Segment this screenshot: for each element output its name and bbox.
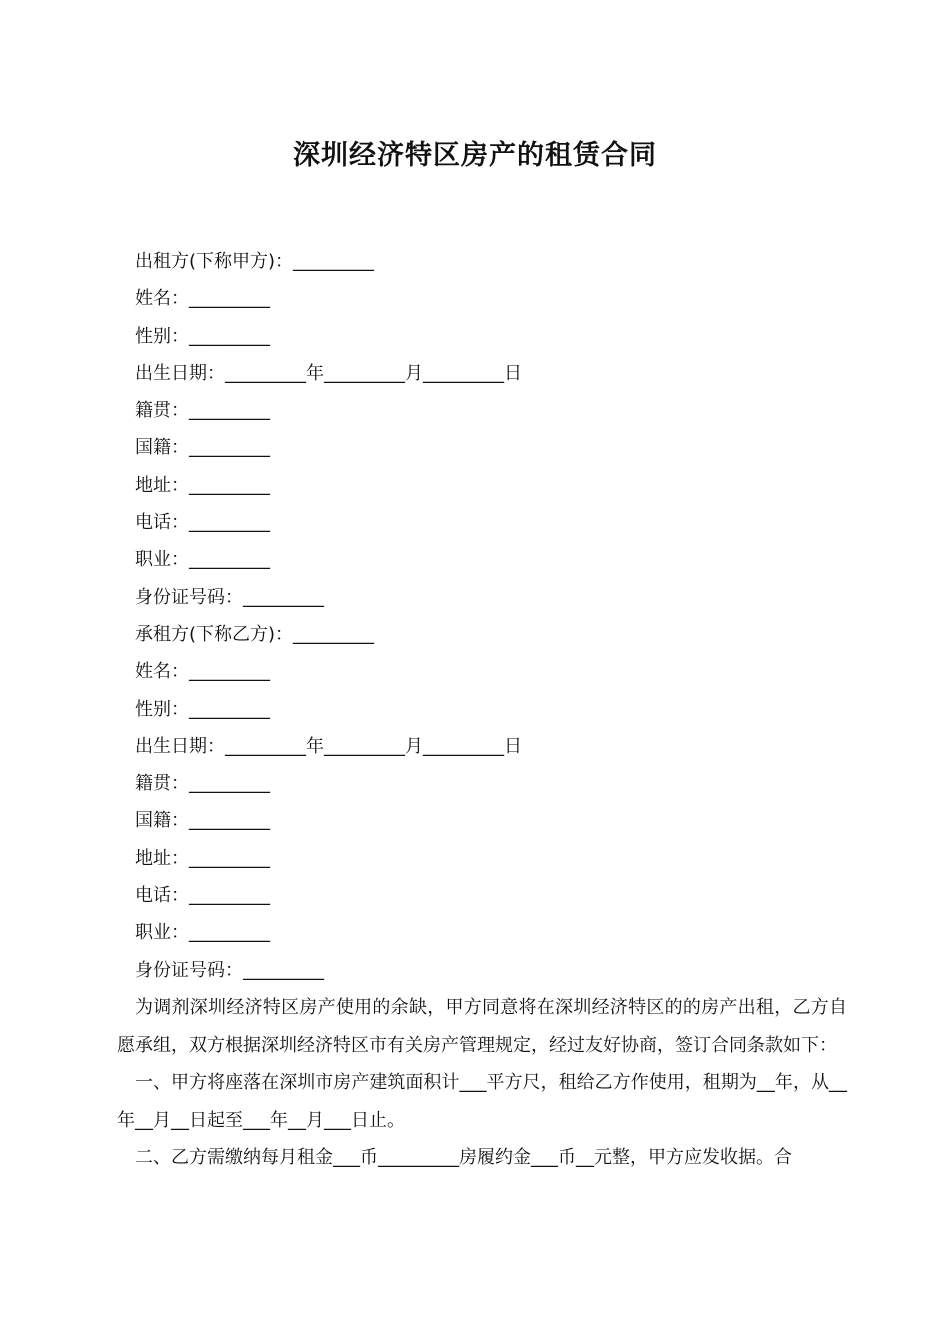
lessor-id-number-field: 身份证号码：_________ — [135, 586, 324, 608]
lessee-name-field: 姓名：_________ — [135, 661, 270, 683]
lessee-occupation-field: 职业：_________ — [135, 922, 270, 944]
lessee-birthdate-field: 出生日期：_________年_________月_________日 — [135, 735, 522, 757]
clause-one-paragraph: 一、甲方将座落在深圳市房产建筑面积计___平方尺，租给乙方作使用，租期为__年，从__年__月__日起至___年__月___日止。 — [117, 1072, 847, 1131]
lessee-native-place-field: 籍贯：_________ — [135, 773, 270, 795]
clause-two-paragraph: 二、乙方需缴纳每月租金___币_________房履约金___币__元整，甲方应发收据。合 — [135, 1147, 792, 1169]
lessee-gender-field: 性别：_________ — [135, 698, 270, 720]
lessor-birthdate-field: 出生日期：_________年_________月_________日 — [135, 362, 522, 384]
lessor-occupation-field: 职业：_________ — [135, 549, 270, 571]
lessee-phone-field: 电话：_________ — [135, 885, 270, 907]
lessee-address-field: 地址：_________ — [135, 847, 270, 869]
lessor-native-place-field: 籍贯：_________ — [135, 400, 270, 422]
lessee-id-number-field: 身份证号码：_________ — [135, 959, 324, 981]
lessor-gender-field: 性别：_________ — [135, 325, 270, 347]
lessee-section — [117, 616, 847, 989]
lessee-nationality-field: 国籍：_________ — [135, 810, 270, 832]
lessor-address-field: 地址：_________ — [135, 474, 270, 496]
lessor-heading: 出租方(下称甲方)：_________ — [135, 251, 375, 272]
lessor-section — [117, 243, 847, 616]
lessor-name-field: 姓名：_________ — [135, 288, 270, 310]
preamble-paragraph: 为调剂深圳经济特区房产使用的余缺，甲方同意将在深圳经济特区的的房产出租，乙方自愿承组，双方根据深圳经济特区市有关房产管理规定，经过友好协商，签订合同条款如下： — [117, 996, 847, 1056]
contract-clauses — [117, 989, 847, 1177]
contract-body — [117, 243, 847, 1177]
document-title: 深圳经济特区房产的租赁合同 — [293, 140, 657, 171]
lessor-phone-field: 电话：_________ — [135, 512, 270, 534]
lessee-heading: 承租方(下称乙方)：_________ — [135, 623, 375, 645]
lessor-nationality-field: 国籍：_________ — [135, 437, 270, 459]
